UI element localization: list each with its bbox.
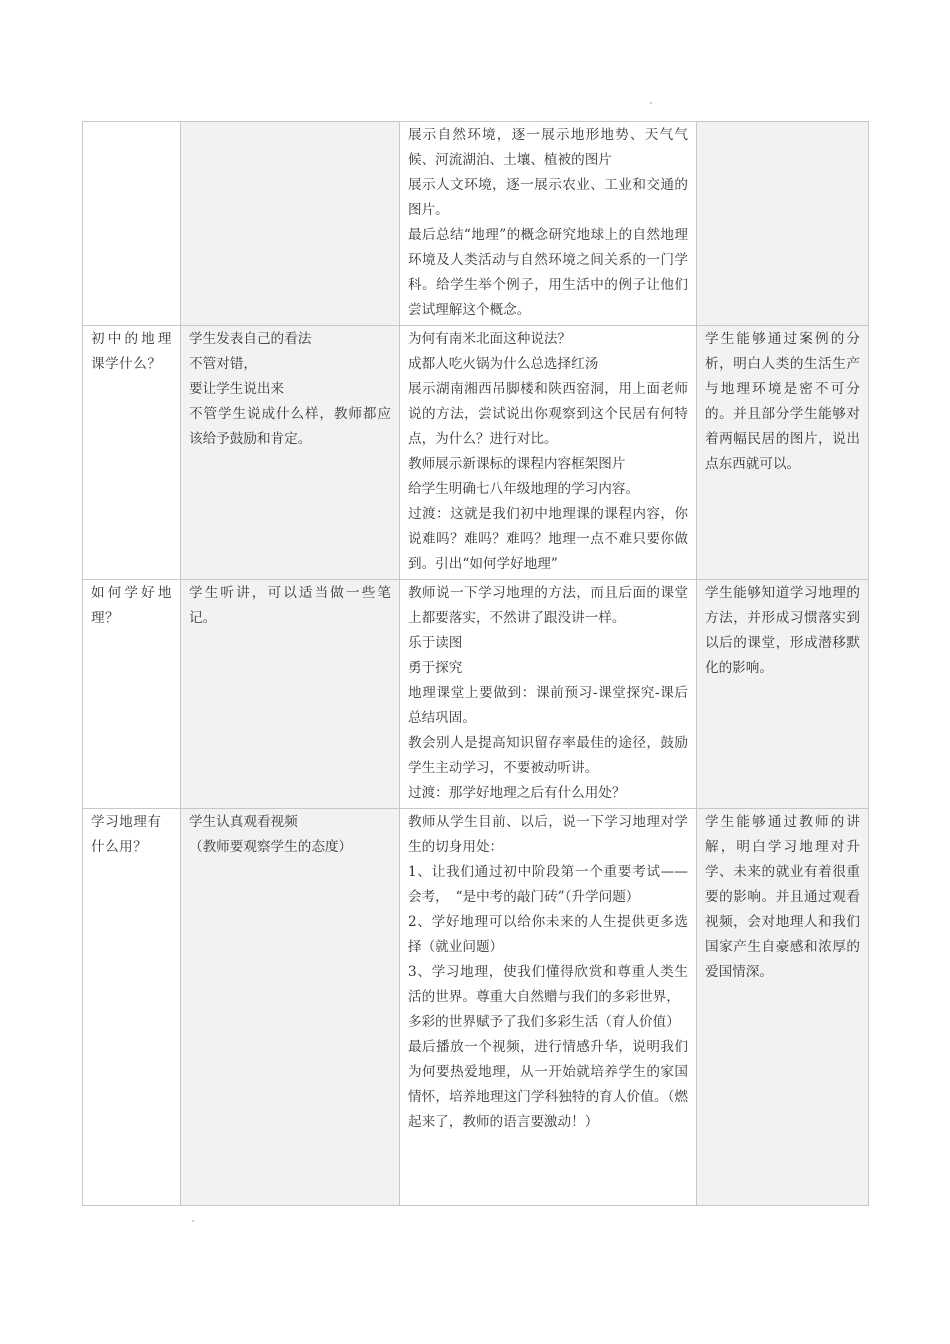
student-activity-cell bbox=[181, 326, 400, 580]
teacher-line: 勇于探究 bbox=[408, 660, 463, 676]
student-line: 要让学生说出来 bbox=[189, 381, 285, 397]
design-purpose-cell: 学生能够通过教师的讲解，明白学习地理对升学、未来的就业有着很重要的影响。并且通过观看视频，会对地理人和我们国家产生自豪感和浓厚的爱国情深。 bbox=[697, 809, 869, 1206]
student-line: 学生发表自己的看法 bbox=[189, 331, 312, 347]
teacher-line: 最后播放一个视频，进行情感升华，说明我们为何要热爱地理，从一开始就培养学生的家国情怀，培养地理这门学科独特的育人价值。（燃起来了，教师的语言要激动！） bbox=[408, 1039, 688, 1130]
teacher-line: 1、让我们通过初中阶段第一个重要考试——会考， “是中考的敲门砖”（升学问题） bbox=[408, 864, 688, 905]
lesson-plan-table bbox=[82, 121, 869, 1206]
teacher-line: 展示自然环境，逐一展示地形地势、天气气候、河流湖泊、土壤、植被的图片 bbox=[408, 127, 688, 168]
teacher-line: 多彩的世界赋予了我们多彩生活（育人价值） bbox=[408, 1014, 680, 1030]
teacher-activity-cell bbox=[400, 326, 697, 580]
topic-cell: 学习地理有什么用？ bbox=[83, 809, 181, 1206]
student-line: 不管学生说成什么样，教师都应该给予鼓励和肯定。 bbox=[189, 406, 391, 447]
teacher-line: 过渡：那学好地理之后有什么用处？ bbox=[408, 785, 626, 801]
teacher-activity-cell bbox=[400, 580, 697, 809]
page-mark-bottom bbox=[192, 1220, 194, 1222]
teacher-line: 过渡：这就是我们初中地理课的课程内容，你说难吗？难吗？难吗？地理一点不难只要你做到。引出“如何学好地理” bbox=[408, 506, 688, 572]
teacher-line: 2、学好地理可以给你未来的人生提供更多选择（就业问题） bbox=[408, 914, 688, 955]
teacher-line: 展示湖南湘西吊脚楼和陕西窑洞，用上面老师说的方法，尝试说出你观察到这个民居有何特点，为什么？进行对比。 bbox=[408, 381, 688, 447]
teacher-line: 教会别人是提高知识留存率最佳的途径，鼓励学生主动学习，不要被动听讲。 bbox=[408, 735, 688, 776]
teacher-line: 最后总结“地理”的概念研究地球上的自然地理环境及人类活动与自然环境之间关系的一门学科。给学生举个例子，用生活中的例子让他们尝试理解这个概念。 bbox=[408, 227, 688, 318]
student-activity-cell bbox=[181, 122, 400, 326]
teacher-line: 教师展示新课标的课程内容框架图片 bbox=[408, 456, 626, 472]
teacher-activity-cell bbox=[400, 122, 697, 326]
teacher-line: 成都人吃火锅为什么总选择红汤 bbox=[408, 356, 599, 372]
table-row bbox=[83, 809, 869, 1206]
student-activity-cell bbox=[181, 580, 400, 809]
topic-cell bbox=[83, 122, 181, 326]
design-purpose-cell bbox=[697, 122, 869, 326]
teacher-line: 3、学习地理，使我们懂得欣赏和尊重人类生活的世界。尊重大自然赠与我们的多彩世界， bbox=[408, 964, 688, 1005]
design-purpose-cell: 学生能够通过案例的分析，明白人类的生活生产与地理环境是密不可分的。并且部分学生能够对着两幅民居的图片，说出点东西就可以。 bbox=[697, 326, 869, 580]
teacher-line: 教师从学生目前、以后，说一下学习地理对学生的切身用处： bbox=[408, 814, 688, 855]
topic-cell: 初中的地理课学什么？ bbox=[83, 326, 181, 580]
student-line: 不管对错， bbox=[189, 356, 257, 372]
student-line: （教师要观察学生的态度） bbox=[189, 839, 353, 855]
design-purpose-cell: 学生能够知道学习地理的方法，并形成习惯落实到以后的课堂，形成潜移默化的影响。 bbox=[697, 580, 869, 809]
topic-cell: 如何学好地理？ bbox=[83, 580, 181, 809]
table-row bbox=[83, 326, 869, 580]
student-activity-cell bbox=[181, 809, 400, 1206]
table-row bbox=[83, 122, 869, 326]
teacher-line: 教师说一下学习地理的方法，而且后面的课堂上都要落实，不然讲了跟没讲一样。 bbox=[408, 585, 688, 626]
teacher-activity-cell bbox=[400, 809, 697, 1206]
teacher-line: 地理课堂上要做到：课前预习-课堂探究-课后总结巩固。 bbox=[408, 685, 688, 726]
student-line: 学生听讲，可以适当做一些笔记。 bbox=[189, 585, 391, 626]
page-mark-top bbox=[650, 102, 652, 104]
teacher-line: 为何有南米北面这种说法？ bbox=[408, 331, 572, 347]
teacher-line: 展示人文环境，逐一展示农业、工业和交通的图片。 bbox=[408, 177, 688, 218]
table-row bbox=[83, 580, 869, 809]
teacher-line: 给学生明确七八年级地理的学习内容。 bbox=[408, 481, 640, 497]
teacher-line: 乐于读图 bbox=[408, 635, 463, 651]
student-line: 学生认真观看视频 bbox=[189, 814, 298, 830]
